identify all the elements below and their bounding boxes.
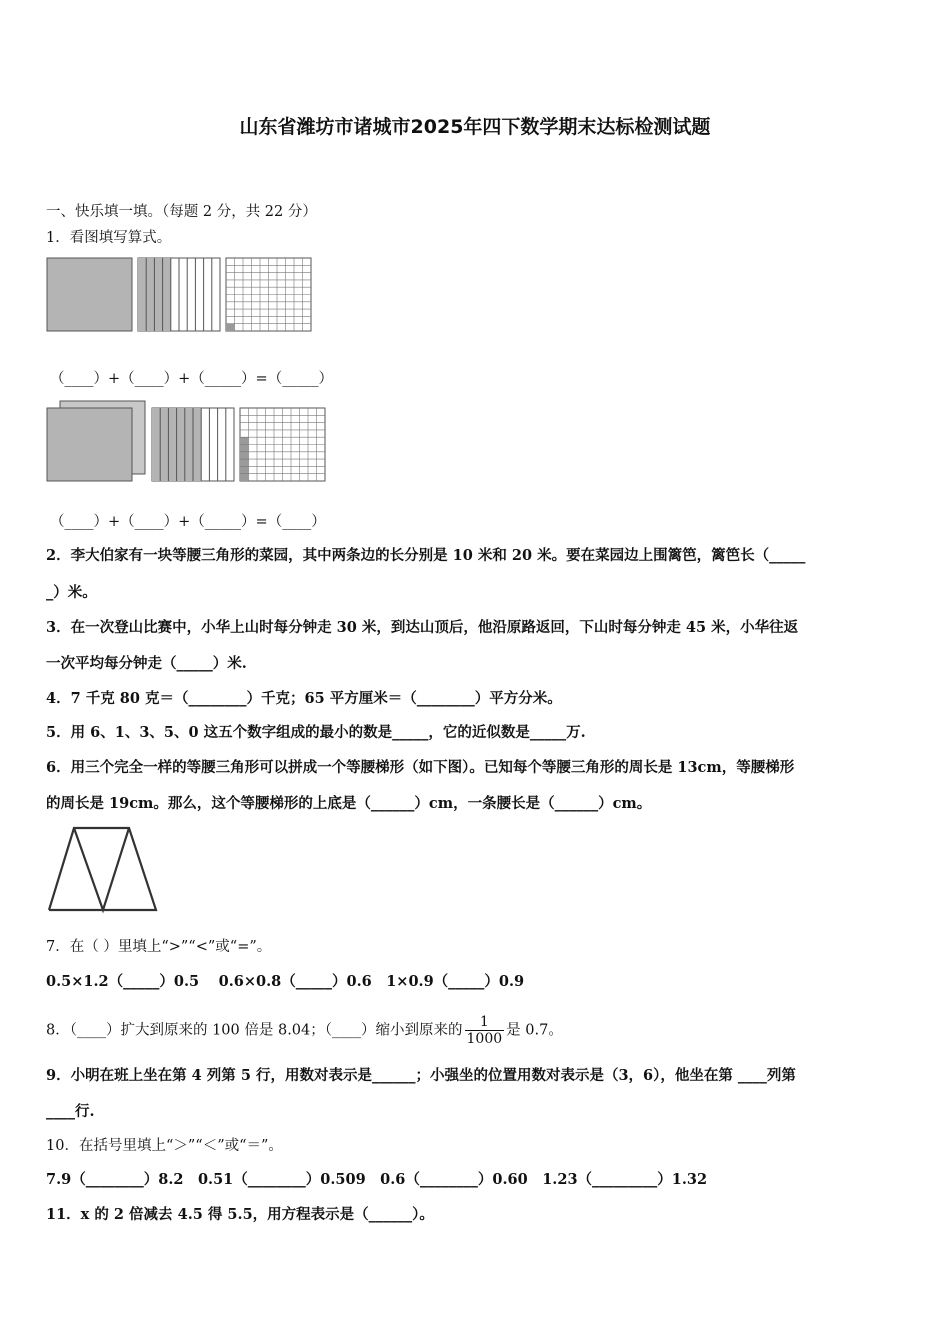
question-4[interactable]: 4．7 千克 80 克＝（________）千克；65 平方厘米＝（________）平方分米。 xyxy=(46,690,562,707)
question-1-prompt: 1．看图填写算式。 xyxy=(46,230,172,246)
question-6-line2[interactable]: 的周长是 19cm。那么，这个等腰梯形的上底是（______）cm，一条腰长是（______）cm。 xyxy=(46,795,652,812)
question-3-line1: 3．在一次登山比赛中，小华上山时每分钟走 30 米，到达山顶后，他沿原路返回，下山时每分钟走 45 米，小华往返 xyxy=(46,619,799,636)
page-title: 山东省潍坊市诸城市2025年四下数学期末达标检测试题 xyxy=(239,116,711,138)
hundredths-grid xyxy=(240,408,325,481)
question-5[interactable]: 5．用 6、1、3、5、0 这五个数字组成的最小的数是_____，它的近似数是_____万. xyxy=(46,724,586,741)
question-6-line1: 6．用三个完全一样的等腰三角形可以拼成一个等腰梯形（如下图）。已知每个等腰三角形的周长是 13cm，等腰梯形 xyxy=(46,759,795,776)
hundred-square xyxy=(47,258,132,331)
hundred-square-front xyxy=(47,408,132,481)
q1-figure-row2 xyxy=(46,400,330,484)
question-9-line2[interactable]: ____行. xyxy=(46,1103,95,1120)
hundredths-grid xyxy=(226,258,311,331)
question-2-line1[interactable]: 2．李大伯家有一块等腰三角形的菜园，其中两条边的长分别是 10 米和 20 米。要在菜园边上围篱笆，篱笆长（_____ xyxy=(46,547,806,564)
question-8[interactable] xyxy=(46,1014,563,1047)
tenths-strips xyxy=(138,258,220,331)
q1-equation-row1[interactable]: （____）+（____）+（_____）=（_____） xyxy=(50,371,333,387)
question-11[interactable]: 11．x 的 2 倍减去 4.5 得 5.5，用方程表示是（______）。 xyxy=(46,1206,434,1223)
question-8-part1: 8．（____）扩大到原来的 100 倍是 8.04；（____）缩小到原来的 xyxy=(46,1022,463,1039)
question-10-items[interactable]: 7.9（________）8.2 0.51（________）0.509 0.6（________）0.60 1.23（_________）1.32 xyxy=(46,1171,708,1188)
question-3-line2[interactable]: 一次平均每分钟走（_____）米. xyxy=(46,655,247,672)
question-8-part2: 是 0.7。 xyxy=(506,1022,563,1039)
trapezoid-figure xyxy=(46,824,162,916)
question-7-prompt: 7．在（ ）里填上“>”“<”或“=”。 xyxy=(46,939,272,955)
question-10-prompt: 10．在括号里填上“＞”“＜”或“＝”。 xyxy=(46,1138,283,1154)
question-7-items[interactable]: 0.5×1.2（_____）0.5 0.6×0.8（_____）0.6 1×0.9（_____）0.9 xyxy=(46,973,525,990)
question-2-line2: _）米。 xyxy=(46,584,97,601)
section-heading: 一、快乐填一填。（每题 2 分，共 22 分） xyxy=(46,204,317,220)
tenths-strips xyxy=(152,408,234,481)
question-9-line1[interactable]: 9．小明在班上坐在第 4 列第 5 行，用数对表示是______；小强坐的位置用数对表示是（3，6），他坐在第 ____列第 xyxy=(46,1067,796,1084)
fraction-one-thousandth: $\frac{1}{1000}$ xyxy=(466,1014,503,1047)
q1-figure-row1 xyxy=(46,257,316,333)
q1-equation-row2[interactable]: （____）+（____）+（_____）=（____） xyxy=(50,514,326,530)
